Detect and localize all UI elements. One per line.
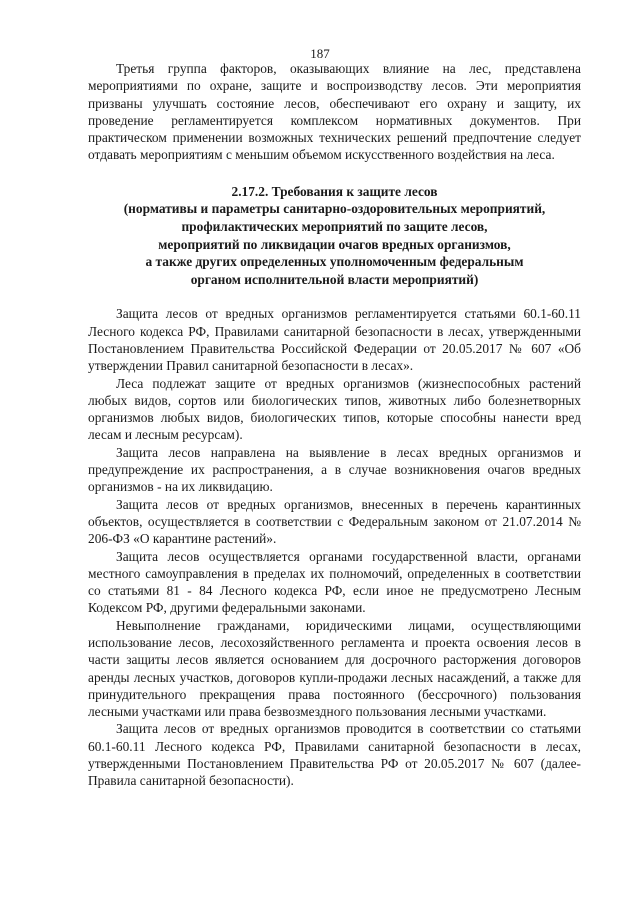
section-subtitle-line: мероприятий по ликвидации очагов вредных организмов, (158, 236, 511, 252)
body-paragraph: Защита лесов направлена на выявление в лесах вредных организмов и предупреждение их распространения, а в случае возникновения очагов вредных организмов - на их ликвидацию. (88, 444, 581, 495)
body-paragraph: Защита лесов от вредных организмов, внесенных в перечень карантинных объектов, осуществляется в соответствии с Федеральным законом от 21.07.2014 № 206-ФЗ «О карантине растений». (88, 496, 581, 547)
body-paragraph: Леса подлежат защите от вредных организмов (жизнеспособных растений любых видов, сортов или биологических типов, животных либо болезнетворных организмов любых видов, биологических типов, которые способны нанести вред лесам и лесным ресурсам). (88, 375, 581, 443)
section-title: 2.17.2. Требования к защите лесов (231, 183, 438, 199)
body-paragraph: Защита лесов от вредных организмов регламентируется статьями 60.1-60.11 Лесного кодекса РФ, Правилами санитарной безопасности в лесах, утвержденными Постановлением Правительства Российской Федерации от 20.05.2017 № 607 «Об утверждении Правил санитарной безопасности в лесах». (88, 306, 581, 374)
section-subtitle-line: органом исполнительной власти мероприятий) (190, 271, 479, 287)
intro-paragraph: Третья группа факторов, оказывающих влияние на лес, представлена мероприятиями по охране, защите и воспроизводству лесов. Эти мероприятия призваны улучшать состояние лесов, обеспечивают его охрану и защиту, их проведение регламентируется комплексом нормативных документов. При практическом применении возможных технических решений предпочтение следует отдавать мероприятиям с меньшим объемом искусственного воздействия на леса. (88, 61, 581, 163)
section-heading (88, 183, 581, 289)
page-number: 187 (310, 46, 330, 61)
section-subtitle-line: профилактических мероприятий по защите лесов, (181, 218, 488, 234)
body-paragraph: Защита лесов осуществляется органами государственной власти, органами местного самоуправления в пределах их полномочий, определенных в соответствии со статьями 81 - 84 Лесного кодекса РФ, если иное не предусмотрено Лесным Кодексом РФ, другими федеральными законами. (88, 548, 581, 616)
body-paragraph: Защита лесов от вредных организмов проводится в соответствии со статьями 60.1-60.11 Лесного кодекса РФ, Правилами санитарной безопасности в лесах, утвержденными Постановлением Правительства РФ от 20.05.2017 № 607 (далее-Правила санитарной безопасности). (88, 721, 581, 789)
section-subtitle-line: а также других определенных уполномоченным федеральным (145, 254, 524, 270)
section-subtitle-line: (нормативы и параметры санитарно-оздоровительных мероприятий, (123, 201, 546, 217)
page-content (88, 60, 581, 790)
body-paragraph: Невыполнение гражданами, юридическими лицами, осуществляющими использование лесов, лесохозяйственного регламента и проекта освоения лесов в части защиты лесов является основанием для досрочного расторжения договоров аренды лесных участков, договоров купли-продажи лесных насаждений, а также для принудительного прекращения права постоянного (бессрочного) пользования лесными участками или права безвозмездного пользования лесными участками. (88, 617, 581, 720)
